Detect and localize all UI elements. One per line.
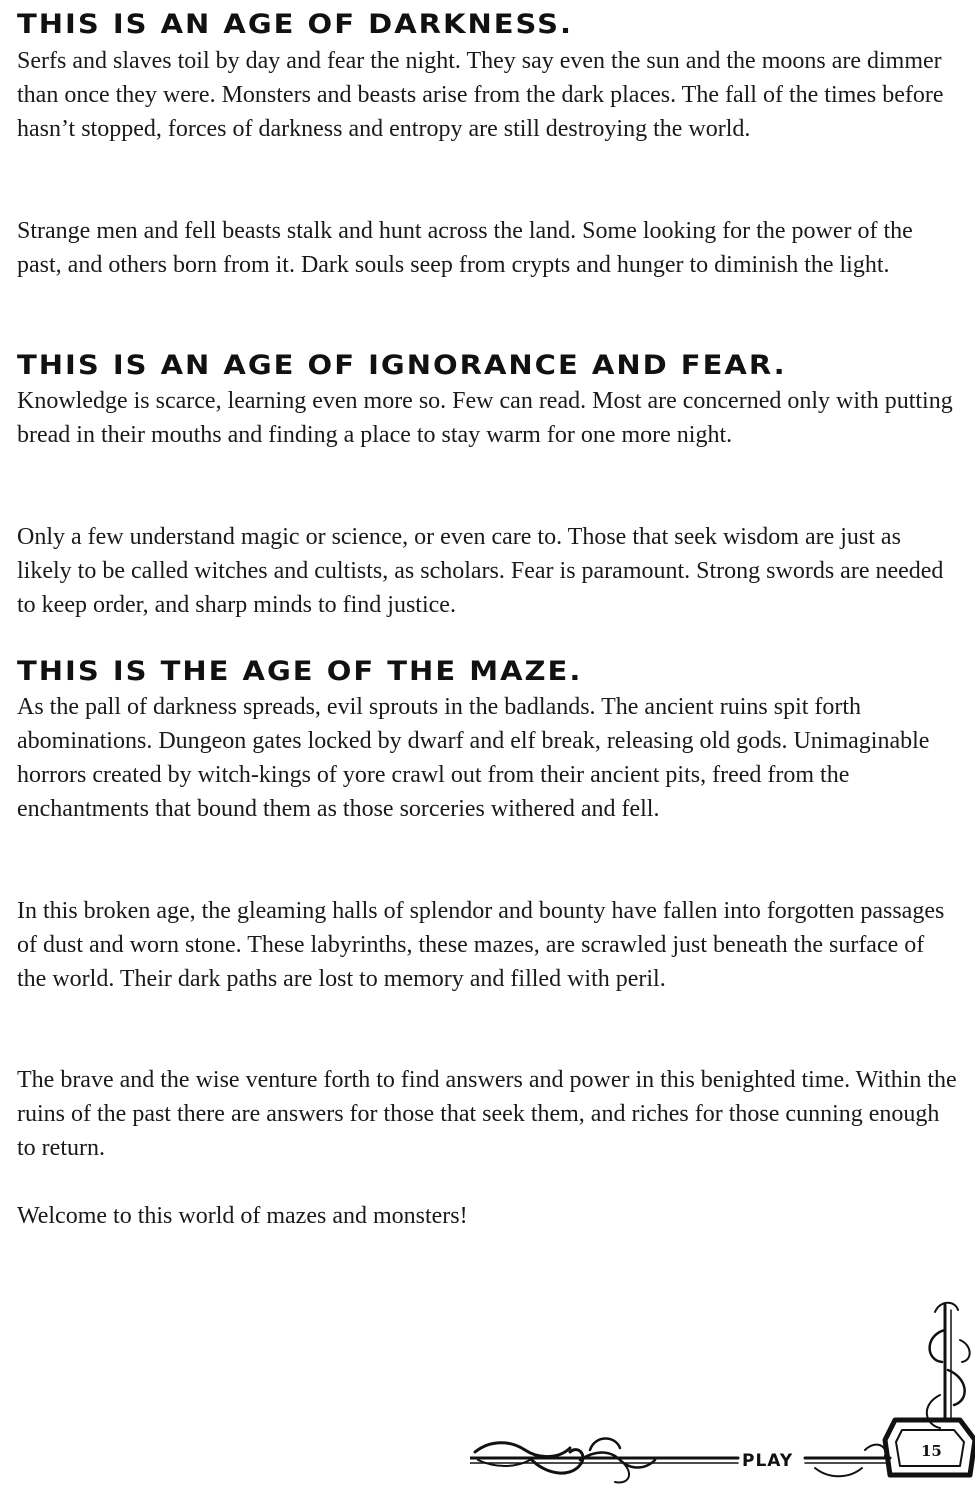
page-number: 15 — [921, 1442, 942, 1460]
footer-ornament — [470, 1300, 975, 1490]
paragraph-maze-2: In this broken age, the gleaming halls of splendor and bounty have fallen into forgotten passages of dust and worn stone. These labyrinths, these mazes, are scrawled just beneath the surface of the world. Their dark paths are lost to memory and filled with peril. — [17, 898, 945, 992]
paragraph-darkness-1: Serfs and slaves toil by day and fear the night. They say even the sun and the moons are dimmer than once they were. Monsters and beasts arise from the dark places. The fall of the times before hasn’t stopped, forces of darkness and entropy are still destroying the world. — [17, 48, 944, 142]
paragraph-maze-1: As the pall of darkness spreads, evil sprouts in the badlands. The ancient ruins spit forth abominations. Dungeon gates locked by dwarf and elf break, releasing old gods. Unimaginable horrors created by witch-kings of yore crawl out from their ancient pits, freed from the enchantments that bound them as those sorceries withered and fell. — [17, 694, 930, 822]
paragraph-maze-4: Welcome to this world of mazes and monsters! — [17, 1203, 468, 1229]
left-flourish-icon — [470, 1438, 738, 1482]
section-heading-darkness: THIS IS AN AGE OF DARKNESS. — [17, 8, 574, 40]
paragraph-ignorance-2: Only a few understand magic or science, or even care to. Those that seek wisdom are just as likely to be called witches and cultists, as scholars. Fear is paramount. Strong swords are needed to keep order, and sharp minds to find justice. — [17, 524, 944, 618]
section-heading-ignorance: THIS IS AN AGE OF IGNORANCE AND FEAR. — [17, 349, 787, 381]
paragraph-darkness-2: Strange men and fell beasts stalk and hunt across the land. Some looking for the power of the past, and others born from it. Dark souls seep from crypts and hunger to diminish the light. — [17, 218, 913, 278]
section-label: PLAY — [742, 1451, 794, 1471]
section-heading-maze: THIS IS THE AGE OF THE MAZE. — [17, 655, 583, 687]
paragraph-ignorance-1: Knowledge is scarce, learning even more so. Few can read. Most are concerned only with putting bread in their mouths and finding a place to stay warm for one more night. — [17, 388, 953, 448]
paragraph-maze-3: The brave and the wise venture forth to find answers and power in this benighted time. Within the ruins of the past there are answers for those that seek them, and riches for those cunning enough to return. — [17, 1067, 957, 1161]
